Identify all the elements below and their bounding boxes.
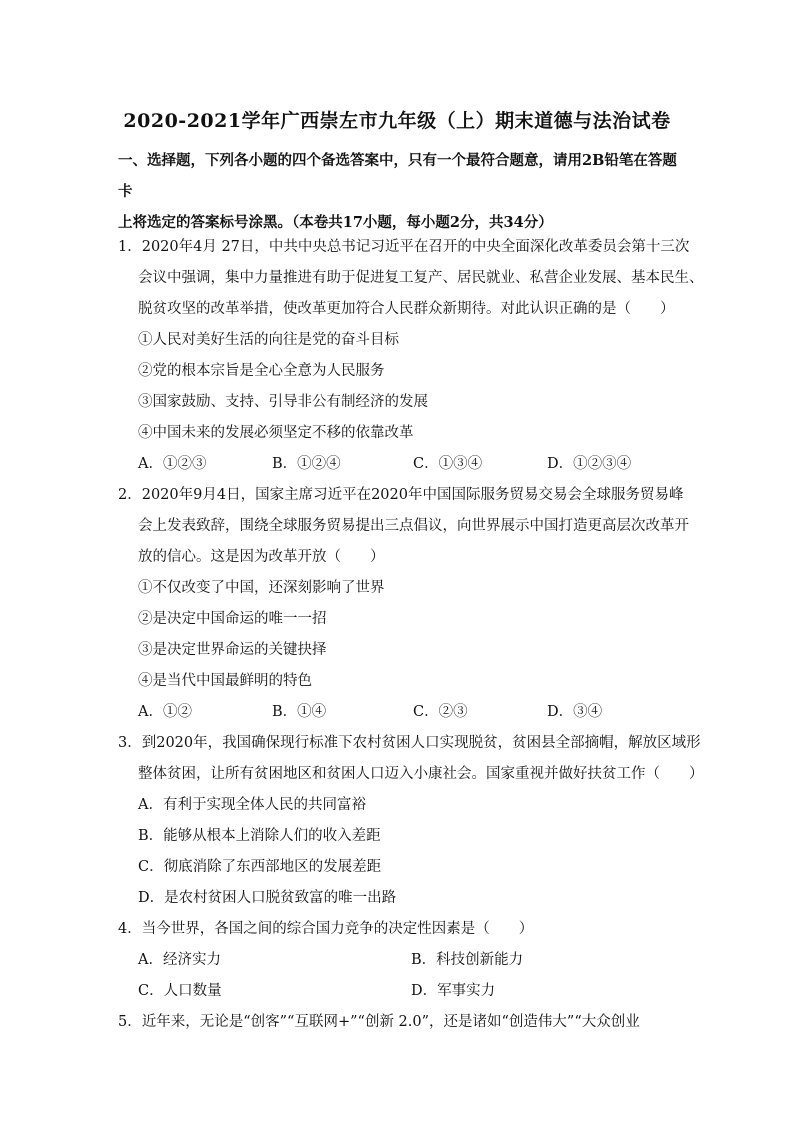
q2-item-1: ①不仅改变了中国，还深刻影响了世界 [138,580,385,596]
q4-choice-c: C．人口数量 [138,983,222,999]
q4-choice-d: D．军事实力 [411,983,496,999]
q3-stem-line-2: 整体贫困，让所有贫困地区和贫困人口迈入小康社会。国家重视并做好扶贫工作（ ） [138,766,704,782]
q1-choice-a: A．①②③ [138,456,207,472]
q3-choice-b: B．能够从根本上消除人们的收入差距 [138,828,381,844]
q1-item-4: ④中国未来的发展必须坚定不移的依靠改革 [138,425,414,441]
q2-item-3: ③是决定世界命运的关键抉择 [138,642,327,658]
q2-stem-line-2: 会上发表致辞，围绕全球服务贸易提出三点倡议，向世界展示中国打造更高层次改革开 [138,518,689,534]
q2-choice-d: D．③④ [547,704,603,720]
q2-choice-b: B．①④ [272,704,327,720]
q1-item-2: ②党的根本宗旨是全心全意为人民服务 [138,363,385,379]
q1-item-1: ①人民对美好生活的向往是党的奋斗目标 [138,332,399,348]
section-instructions [118,145,690,238]
section-line-1: 一、选择题，下列各小题的四个备选答案中，只有一个最符合题意，请用2B铅笔在答题卡 [118,152,677,200]
q3-choice-d: D．是农村贫困人口脱贫致富的唯一出路 [138,890,397,906]
q2-item-4: ④是当代中国最鲜明的特色 [138,673,312,689]
q4-choice-a: A．经济实力 [138,952,221,968]
q1-stem-line-2: 会议中强调，集中力量推进有助于促进复工复产、居民就业、私营企业发展、基本民生、 [138,270,704,286]
q2-item-2: ②是决定中国命运的唯一一招 [138,611,327,627]
q1-choice-d: D．①②③④ [547,456,632,472]
q4-choice-b: B．科技创新能力 [411,952,524,968]
q1-choice-c: C．①③④ [413,456,483,472]
q4-stem-line-1: 4．当今世界，各国之间的综合国力竞争的决定性因素是（ ） [118,921,534,937]
q1-stem-line-1: 1．2020年4月 27日，中共中央总书记习近平在召开的中央全面深化改革委员会第十三次 [118,239,690,255]
q2-choice-a: A．①② [138,704,192,720]
q2-choice-c: C．②③ [413,704,468,720]
q3-stem-line-1: 3．到2020年，我国确保现行标准下农村贫困人口实现脱贫，贫困县全部摘帽，解放区域形 [118,735,701,751]
q2-stem-line-1: 2．2020年9月4日，国家主席习近平在2020年中国国际服务贸易交易会全球服务贸易峰 [118,487,684,503]
q3-choice-a: A．有利于实现全体人民的共同富裕 [138,797,366,813]
q2-stem-line-3: 放的信心。这是因为改革开放（ ） [138,549,385,565]
q3-choice-c: C．彻底消除了东西部地区的发展差距 [138,859,382,875]
q1-choice-b: B．①②④ [272,456,341,472]
page-title: 2020-2021学年广西崇左市九年级（上）期末道德与法治试卷 [123,110,671,132]
q5-stem-line-1: 5．近年来，无论是“创客”“互联网+”“创新 2.0”，还是诸如“创造伟大”“大众创业 [118,1014,640,1030]
section-line-2: 上将选定的答案标号涂黑。（本卷共17小题，每小题2分，共34分） [118,214,553,231]
q1-item-3: ③国家鼓励、支持、引导非公有制经济的发展 [138,394,428,410]
q1-stem-line-3: 脱贫攻坚的改革举措，使改革更加符合人民群众新期待。对此认识正确的是（ ） [138,301,675,317]
